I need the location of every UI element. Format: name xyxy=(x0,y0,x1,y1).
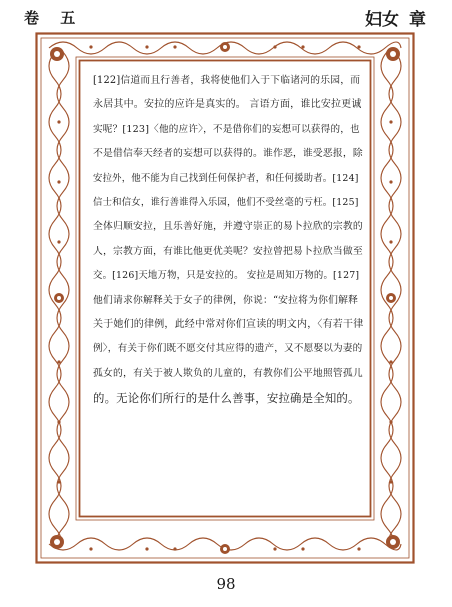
page-header xyxy=(0,0,452,30)
text-line: 不是借信奉天经者的妄想可以获得的。谁作恶，谁受恶报，除 xyxy=(93,148,363,160)
text-line: 永居其中。安拉的应许是真实的。 言语方面，谁比安拉更诚 xyxy=(93,99,362,111)
text-line: 他们请求你解释关于女子的律例，你说：“安拉将为你们解释 xyxy=(93,294,359,306)
text-line: 的。无论你们所行的是什么善事，安拉确是全知的。 xyxy=(93,391,360,406)
text-line: 安拉外，他不能为自己找到任何保护者，和任何援助者。[124] xyxy=(93,172,359,184)
volume-label: 卷 五 xyxy=(24,9,84,27)
text-line: 例〉，有关于你们既不愿交付其应得的遗产，又不愿娶以为妻的 xyxy=(93,343,363,355)
scripture-text xyxy=(93,69,363,410)
text-line: 全体归顺安拉，且乐善好施，并遵守崇正的易卜拉欣的宗教的 xyxy=(93,221,363,233)
text-line: 关于她们的律例，此经中常对你们宣读的明文内，〈有若干律 xyxy=(93,318,363,330)
page-number: 98 xyxy=(216,575,236,593)
text-line: 信士和信女，谁行善谁得入乐园，他们不受丝毫的亏枉。[125] xyxy=(93,196,359,208)
text-line: [122]信道而且行善者，我将使他们入于下临诸河的乐园，而 xyxy=(93,75,361,86)
chapter-word: 章 xyxy=(409,10,426,30)
chapter-title: 妇女 xyxy=(365,10,399,30)
text-line: 孤女的，有关于被人欺负的儿童的，有教你们公平地照管孤儿 xyxy=(93,367,363,379)
text-line: 交。[126]天地万物，只是安拉的。 安拉是周知万物的。[127] xyxy=(93,270,360,282)
chapter-heading xyxy=(355,5,426,30)
text-line: 人，宗教方面，有谁比他更优美呢？安拉曾把易卜拉欣当做至 xyxy=(93,245,363,257)
text-line: 实呢？[123]〈他的应许〉，不是借你们的妄想可以获得的，也 xyxy=(93,123,360,135)
